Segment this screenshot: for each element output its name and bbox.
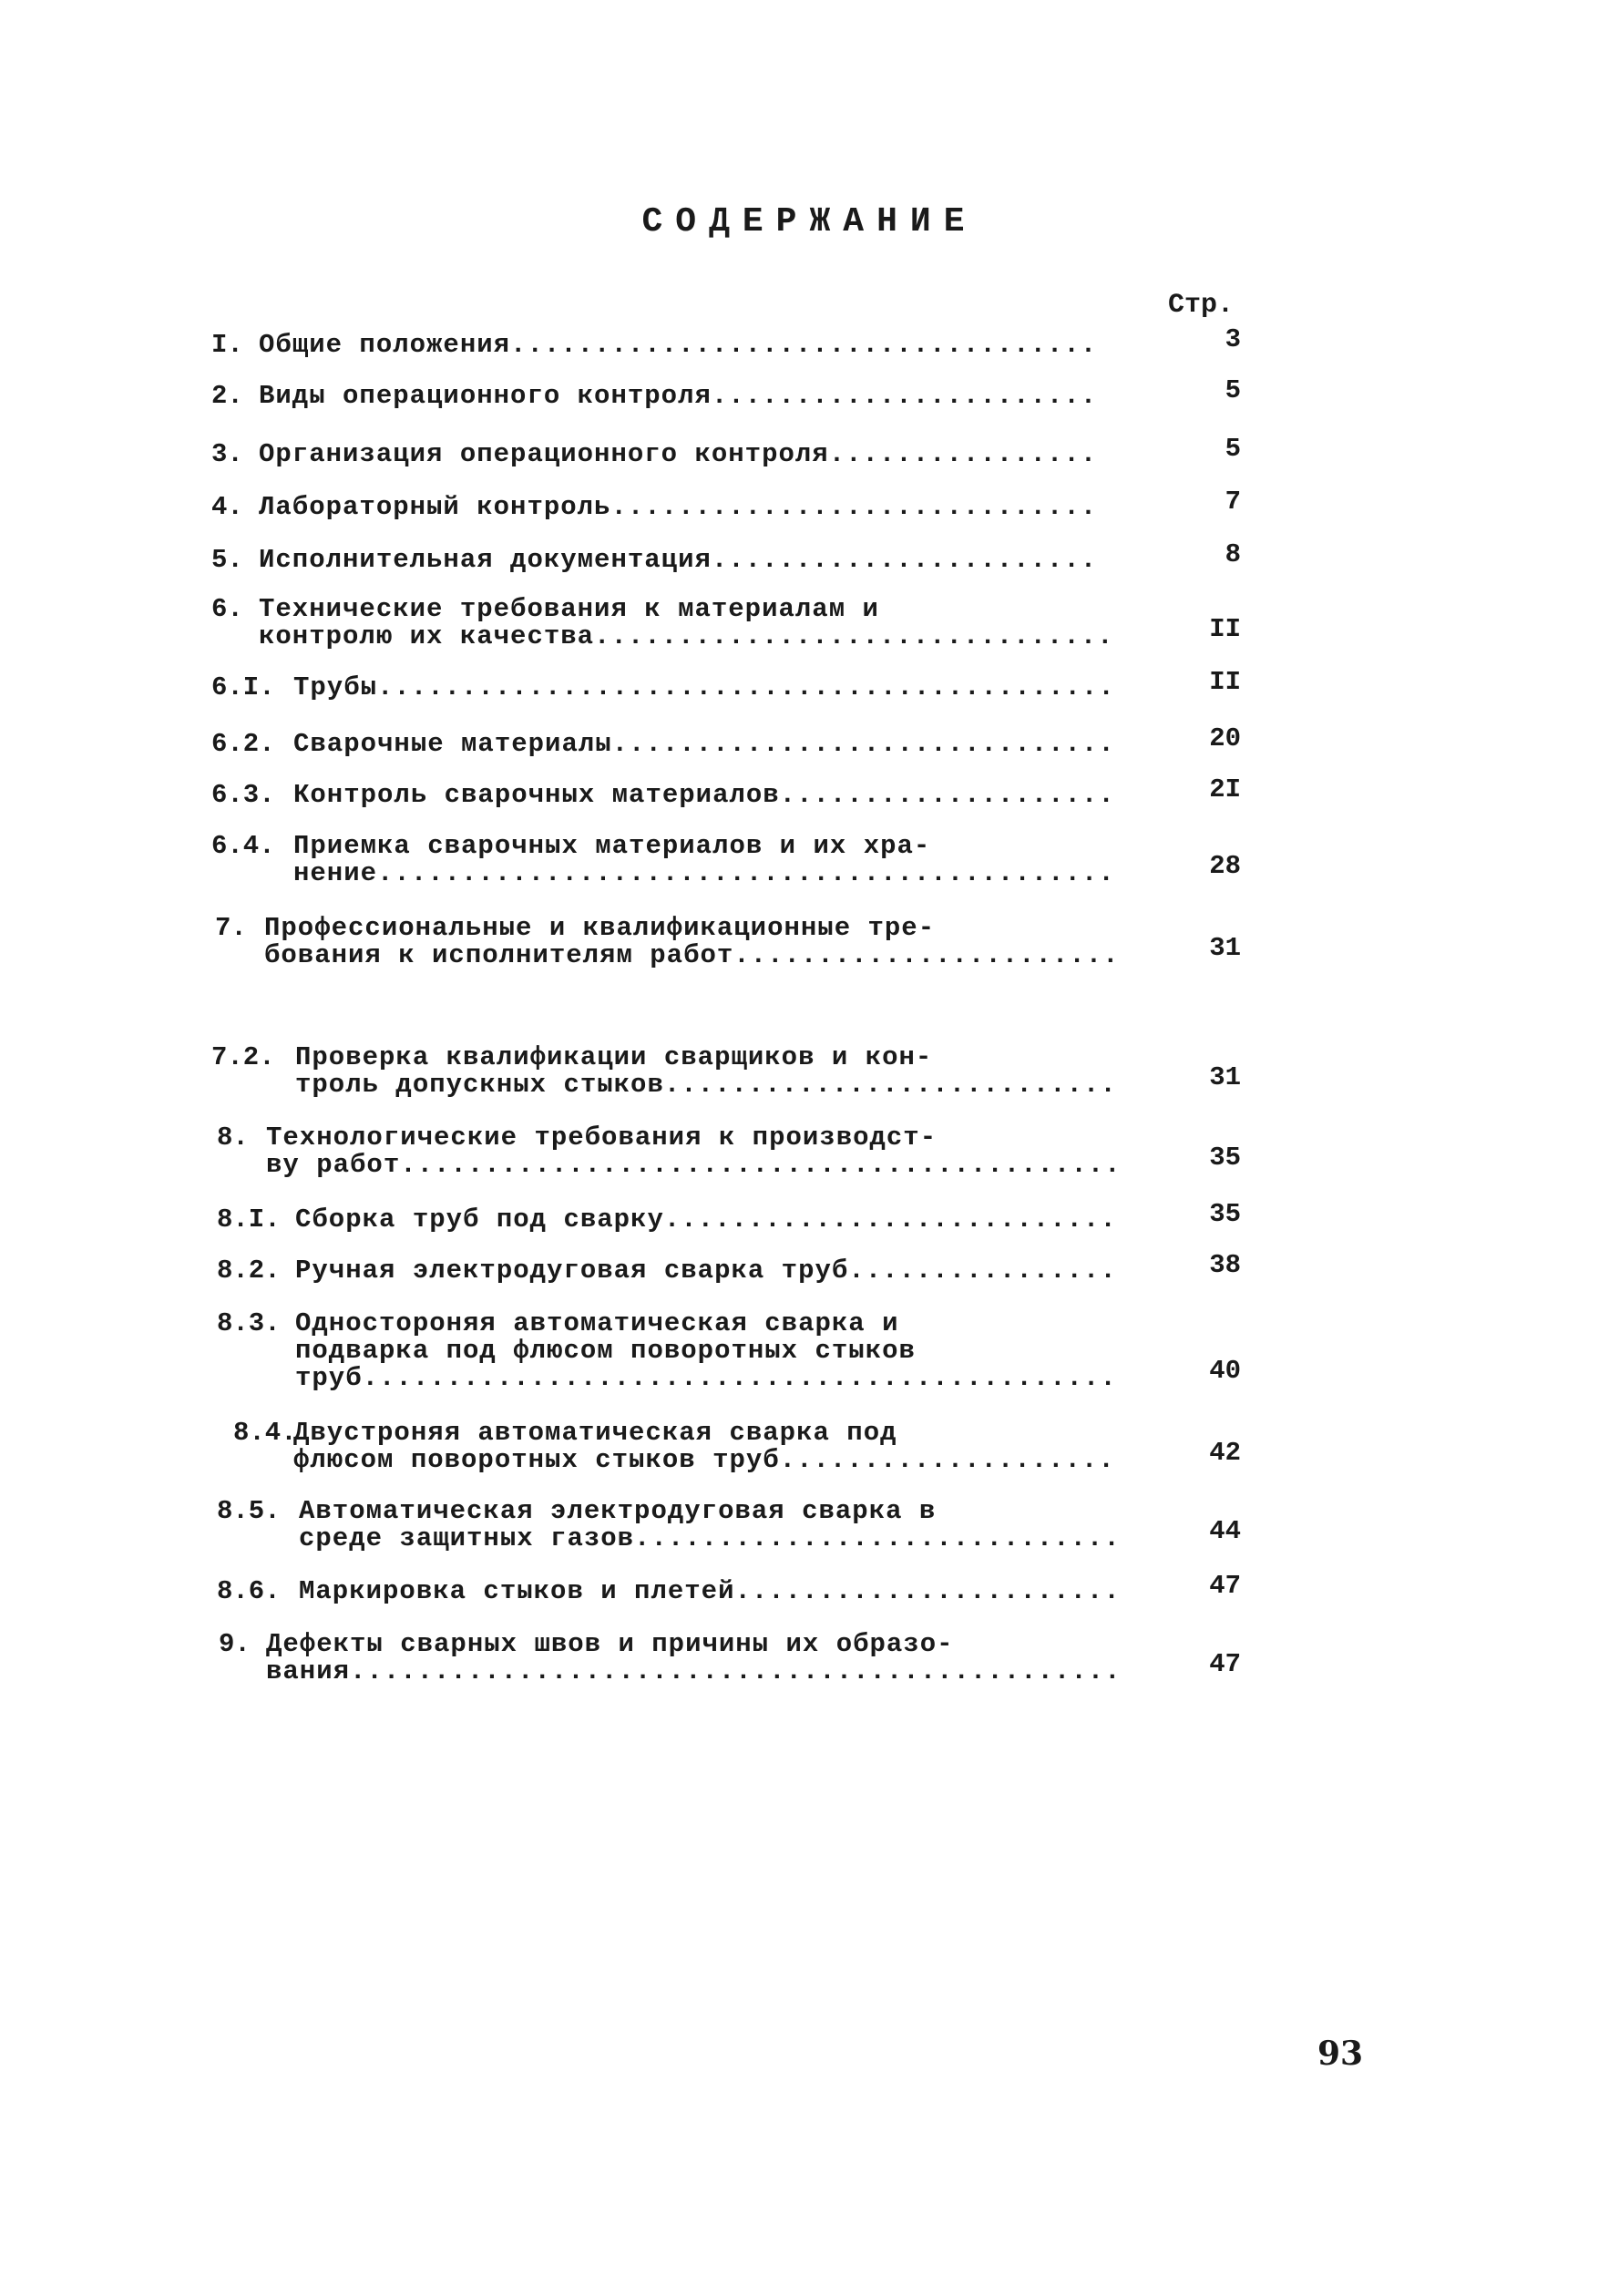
toc-entry-line: Ручная электродуговая сварка труб................ <box>295 1256 1117 1286</box>
toc-entry-line: Двустроняя автоматическая сварка под <box>293 1418 897 1448</box>
toc-entry-page: 47 <box>1209 1571 1241 1601</box>
toc-entry-line: Сварочные материалы.............................. <box>293 729 1115 759</box>
toc-entry-number: 8. <box>217 1122 249 1153</box>
toc-entry-number: 6.I. <box>211 672 275 702</box>
toc-entry-page: 31 <box>1209 1062 1241 1092</box>
toc-entry <box>0 1418 1619 1491</box>
toc-entry-number: 6. <box>211 594 243 624</box>
toc-entry <box>0 913 1619 986</box>
toc-entry-line: Виды операционного контроля....................... <box>259 381 1098 411</box>
document-title: СОДЕРЖАНИЕ <box>641 202 978 241</box>
toc-entry-line: контролю их качества............................... <box>259 621 1114 651</box>
toc-entry-number: 4. <box>211 492 243 522</box>
toc-entry-number: 7.2. <box>211 1042 275 1072</box>
toc-entry-number: 8.5. <box>217 1496 281 1526</box>
toc-entry-page: 20 <box>1209 723 1241 753</box>
toc-entry-page: 7 <box>1224 487 1241 517</box>
toc-entry-page: 35 <box>1209 1143 1241 1173</box>
toc-entry-page: II <box>1209 667 1241 697</box>
toc-entry-number: 3. <box>211 439 243 469</box>
toc-entry-line: Организация операционного контроля................ <box>259 439 1098 469</box>
toc-entry-number: 8.6. <box>217 1576 281 1606</box>
toc-entry-line: Трубы............................................ <box>293 672 1115 702</box>
toc-entry-page: 2I <box>1209 774 1241 805</box>
toc-entry-line: Контроль сварочных материалов.................... <box>293 780 1115 810</box>
toc-entry-line: Проверка квалификации сварщиков и кон- <box>295 1042 933 1072</box>
toc-entry-line: Профессиональные и квалификационные тре- <box>264 913 936 943</box>
toc-entry-line: Маркировка стыков и плетей....................... <box>299 1576 1121 1606</box>
toc-entry-line: Одностороняя автоматическая сварка и <box>295 1308 899 1338</box>
toc-entry-number: 6.3. <box>211 780 275 810</box>
toc-entry-line: ву работ........................................... <box>266 1150 1122 1180</box>
toc-entry-line: подварка под флюсом поворотных стыков <box>295 1336 916 1366</box>
toc-entry-number: 6.2. <box>211 729 275 759</box>
toc-entry-line: труб............................................. <box>295 1363 1117 1393</box>
toc-entry-number: 7. <box>215 913 247 943</box>
toc-entry-number: 8.2. <box>217 1256 281 1286</box>
toc-entry-number: I. <box>211 330 243 360</box>
toc-entry-line: нение............................................ <box>293 858 1115 888</box>
toc-entry-line: Приемка сварочных материалов и их хра- <box>293 831 931 861</box>
toc-entry-line: Общие положения................................... <box>259 330 1098 360</box>
toc-entry-page: 47 <box>1209 1649 1241 1679</box>
toc-entry-number: 8.3. <box>217 1308 281 1338</box>
page-number: 93 <box>1317 2035 1364 2073</box>
toc-entry-page: 5 <box>1224 434 1241 464</box>
toc-entry-line: Технологические требования к производст- <box>266 1122 938 1153</box>
toc-entry-page: 38 <box>1209 1250 1241 1280</box>
toc-entry <box>0 1042 1619 1115</box>
toc-entry <box>0 1496 1619 1569</box>
toc-entry-page: 40 <box>1209 1356 1241 1386</box>
toc-entry-page: 31 <box>1209 933 1241 963</box>
toc-entry-page: 35 <box>1209 1199 1241 1229</box>
toc-entry-page: II <box>1209 614 1241 644</box>
toc-entry-line: среде защитных газов............................. <box>299 1523 1121 1553</box>
page-column-header: Стр. <box>1168 290 1235 321</box>
toc-entry <box>0 831 1619 904</box>
toc-entry <box>0 1629 1619 1702</box>
toc-entry-line: Дефекты сварных швов и причины их образо- <box>266 1629 954 1659</box>
toc-entry-line: флюсом поворотных стыков труб.................... <box>293 1445 1115 1475</box>
toc-entry-line: Технические требования к материалам и <box>259 594 879 624</box>
toc-entry <box>0 1308 1619 1393</box>
toc-entry-number: 2. <box>211 381 243 411</box>
toc-entry-number: 8.4. <box>233 1418 297 1448</box>
toc-entry-line: вания.............................................. <box>266 1656 1122 1686</box>
toc-entry-page: 42 <box>1209 1438 1241 1468</box>
toc-entry-line: Сборка труб под сварку........................... <box>295 1204 1117 1235</box>
toc-entry-page: 5 <box>1224 375 1241 405</box>
toc-entry <box>0 594 1619 667</box>
toc-entry-page: 28 <box>1209 851 1241 881</box>
toc-entry-number: 6.4. <box>211 831 275 861</box>
toc-entry <box>0 1122 1619 1195</box>
toc-entry-line: Исполнительная документация....................... <box>259 545 1098 575</box>
toc-entry-number: 5. <box>211 545 243 575</box>
toc-entry-page: 8 <box>1224 539 1241 569</box>
toc-entry-page: 44 <box>1209 1516 1241 1546</box>
toc-entry-page: 3 <box>1224 324 1241 354</box>
toc-entry-number: 8.I. <box>217 1204 281 1235</box>
toc-entry-line: Автоматическая электродуговая сварка в <box>299 1496 937 1526</box>
toc-entry-number: 9. <box>219 1629 251 1659</box>
toc-entry-line: Лабораторный контроль............................. <box>259 492 1098 522</box>
toc-entry-line: бования к исполнителям работ....................... <box>264 940 1120 970</box>
toc-entry-line: троль допускных стыков........................... <box>295 1070 1117 1100</box>
